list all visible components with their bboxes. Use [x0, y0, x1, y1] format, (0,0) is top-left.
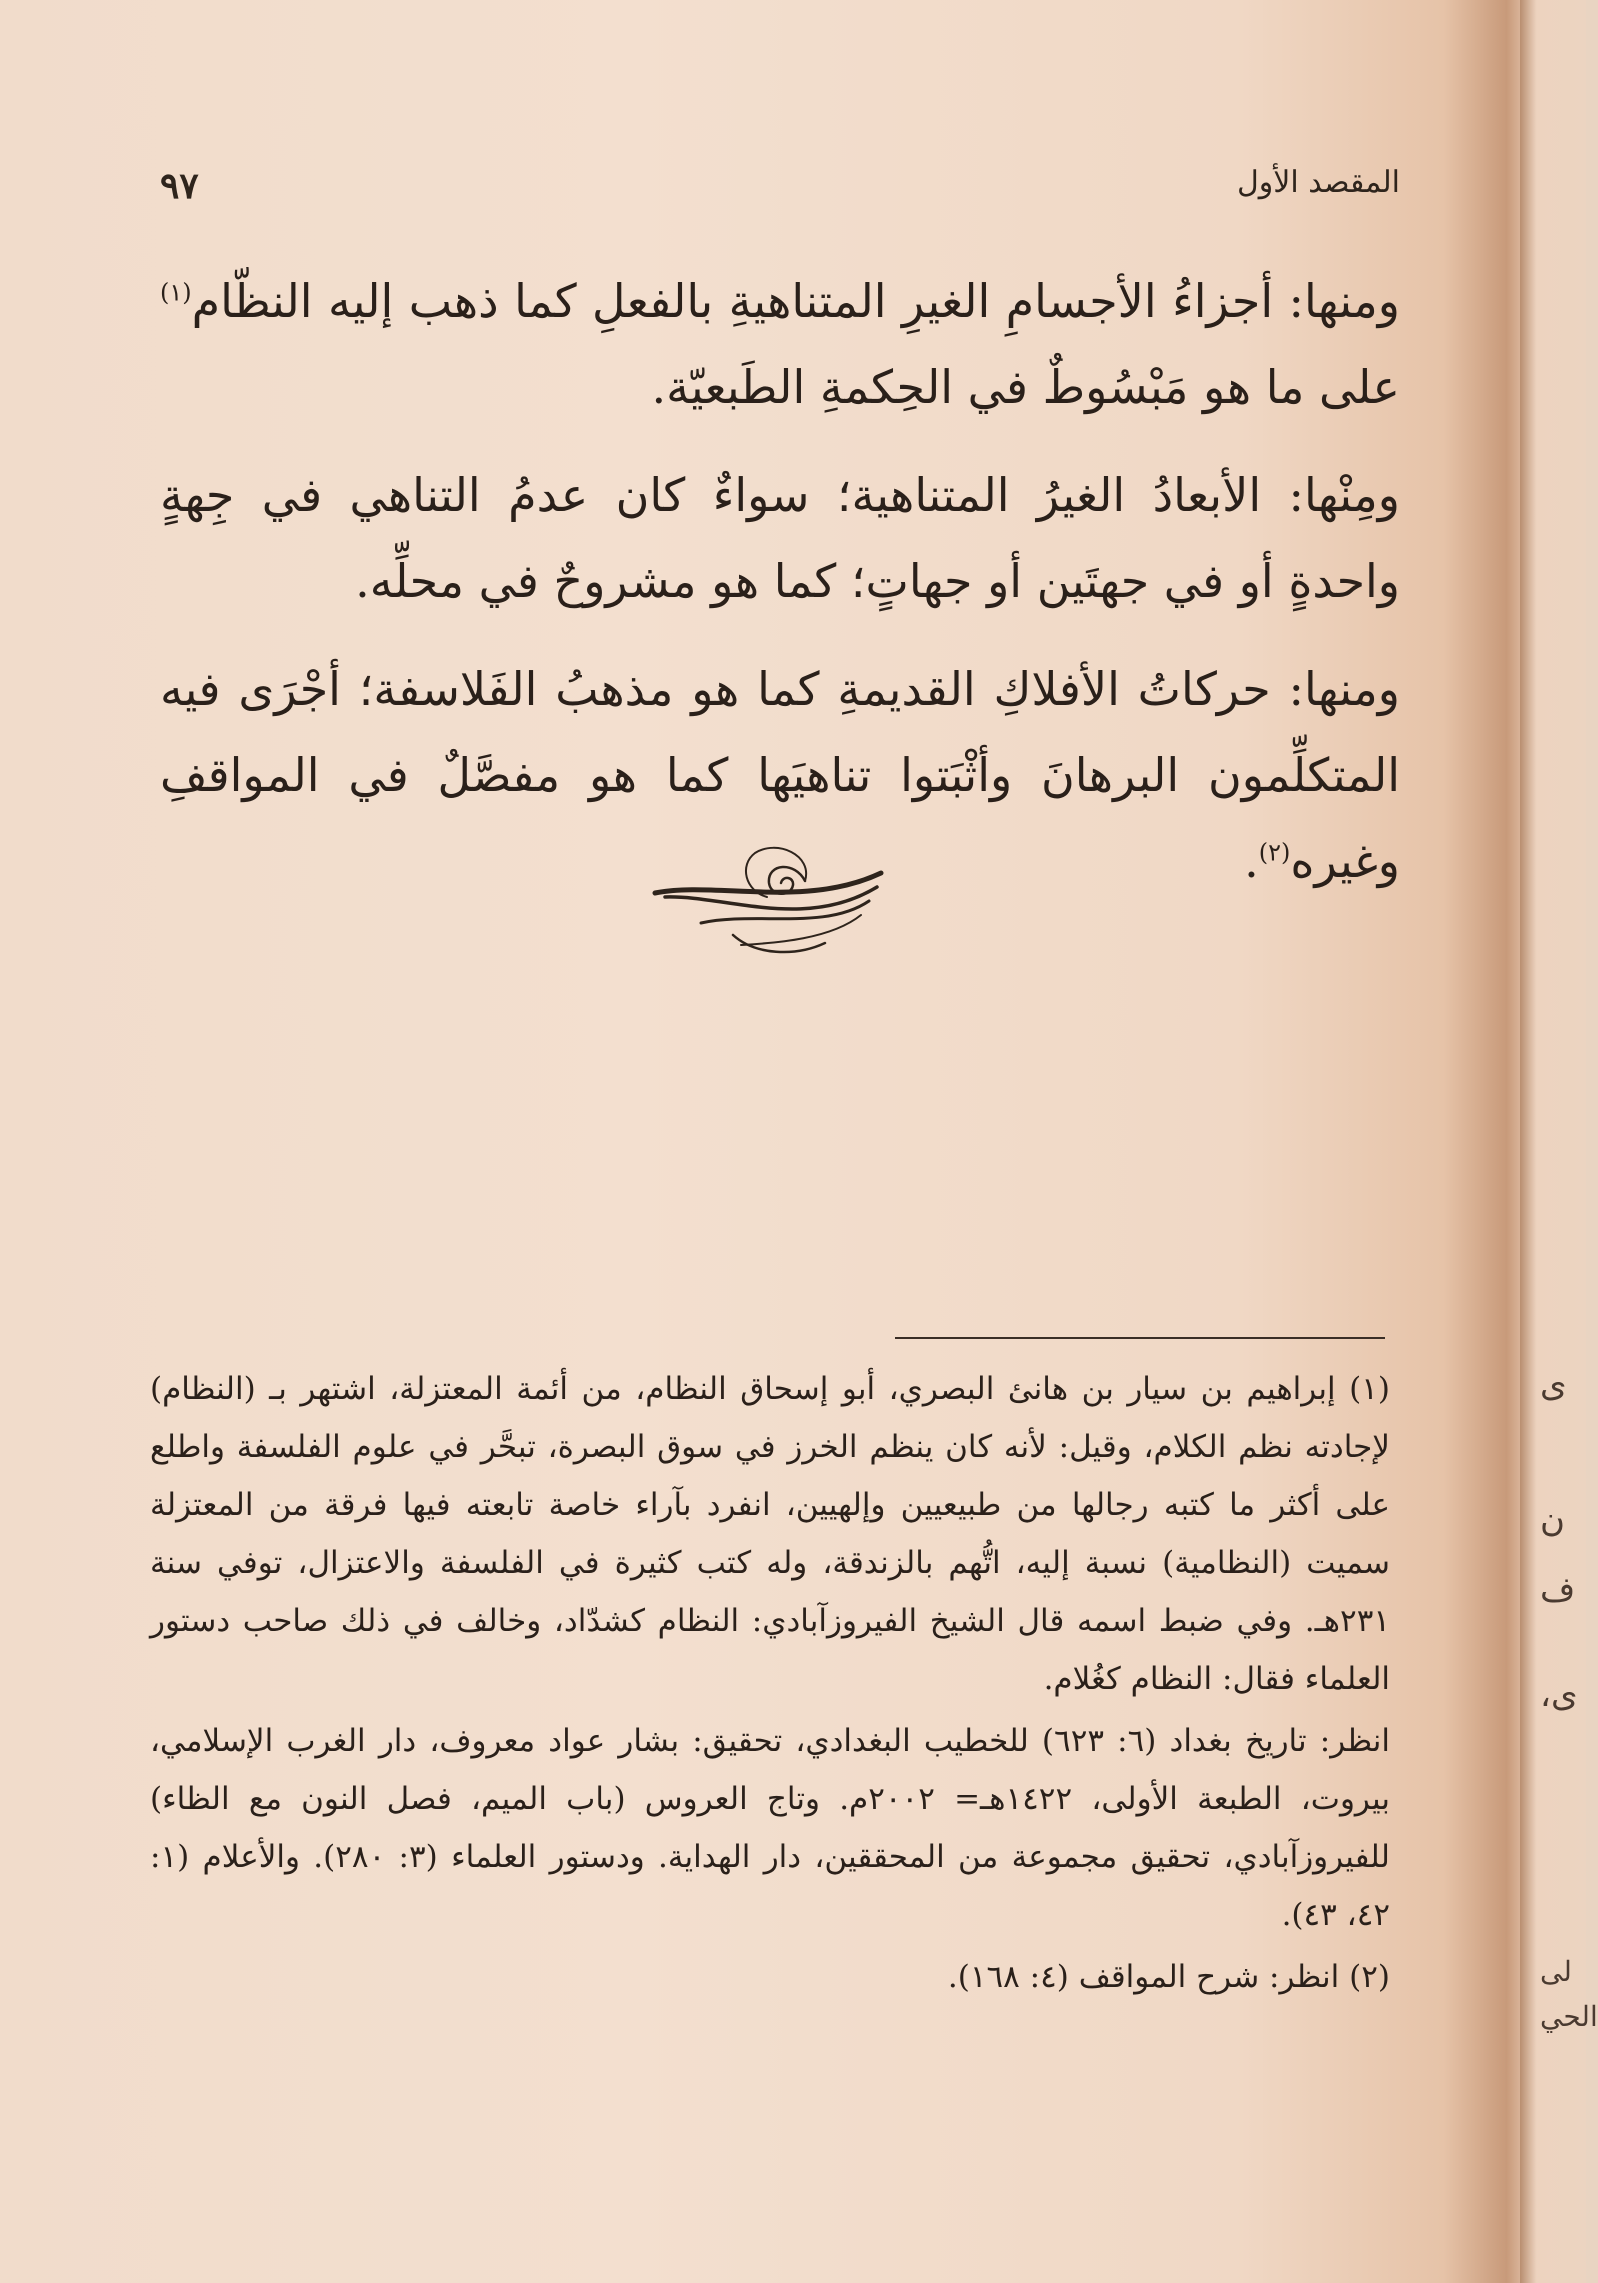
adjacent-page-fragment: الحي: [1540, 2000, 1598, 2033]
paragraph-text: ومنها: أجزاءُ الأجسامِ الغيرِ المتناهيةِ بالفعلِ كما ذهب إليه النظّام: [191, 274, 1400, 328]
paragraph-text: ومِنْها: الأبعادُ الغيرُ المتناهية؛ سواءٌ كان عدمُ التناهي في جِهةٍ واحدةٍ أو في جهتَين أو جهاتٍ؛ كما هو مشروحٌ في محلِّه.: [160, 468, 1400, 608]
adjacent-page-fragment: لى: [1540, 1955, 1572, 1988]
swirl-ornament-icon: [655, 835, 895, 975]
paragraph-dimensions: [160, 452, 1400, 624]
footnote-divider: [895, 1337, 1385, 1339]
footnote-ref-1[interactable]: (١): [160, 278, 192, 307]
footnote-1-references: انظر: تاريخ بغداد (٦: ٦٢٣) للخطيب البغدادي، تحقيق: بشار عواد معروف، دار الغرب الإسلامي، بيروت، الطبعة الأولى، ١٤٢٢هـ= ٢٠٠٢م. وتاج العروس (باب الميم، فصل النون مع الظاء) للفيروزآبادي، تحقيق مجموعة من المحققين، دار الهداية. ودستور العلماء (٣: ٢٨٠). والأعلام (١: ٤٢، ٤٣).: [150, 1723, 1391, 1933]
adjacent-page-fragment: ف: [1540, 1570, 1576, 1610]
adjacent-page-fragment: ى: [1540, 1365, 1567, 1405]
adjacent-page-fragment: ن: [1540, 1500, 1565, 1540]
paragraph-text: .: [1244, 834, 1259, 888]
chapter-title: المقصد الأول: [1236, 165, 1400, 200]
footnote-1: (١) إبراهيم بن سيار بن هانئ البصري، أبو إسحاق النظام، من أئمة المعتزلة، اشتهر بـ (النظام) لإجادته نظم الكلام، وقيل: لأنه كان ينظم الخرز في سوق البصرة، تبحَّر في علوم الفلسفة واطلع على أكثر ما كتبه رجالها من طبيعيين وإلهيين، انفرد بآراء خاصة تابعته فيها فرقة من المعتزلة سميت (النظامية) نسبة إليه، اتُّهم بالزندقة، وله كتب كثيرة في الفلسفة والاعتزال، توفي سنة ٢٣١هـ. وفي ضبط اسمه قال الشيخ الفيروزآبادي: النظام كشدّاد، وخالف في ذلك صاحب دستور العلماء فقال: النظام كغُلام.: [150, 1371, 1390, 1697]
page-number: ٩٧: [160, 165, 199, 207]
footnote-ref-2[interactable]: (٢): [1258, 838, 1291, 867]
paragraph-atoms: [160, 258, 1400, 430]
adjacent-page-edge: [1520, 0, 1586, 2283]
footnote-2: (٢) انظر: شرح المواقف (٤: ١٦٨).: [947, 1959, 1390, 1995]
running-header: [160, 165, 1400, 225]
paragraph-text: على ما هو مَبْسُوطٌ في الحِكمةِ الطَبعيّة.: [651, 360, 1400, 414]
main-text: [160, 258, 1400, 926]
paragraph-text: ومنها: حركاتُ الأفلاكِ القديمةِ كما هو مذهبُ الفَلاسفة؛ أجْرَى فيه المتكلِّمون البرهانَ وأثْبَتوا تناهيَها كما هو مفصَّلٌ في المواقفِ وغيره: [160, 662, 1400, 888]
footnotes: [150, 1360, 1390, 2010]
adjacent-page-fragment: ى،: [1540, 1675, 1578, 1715]
